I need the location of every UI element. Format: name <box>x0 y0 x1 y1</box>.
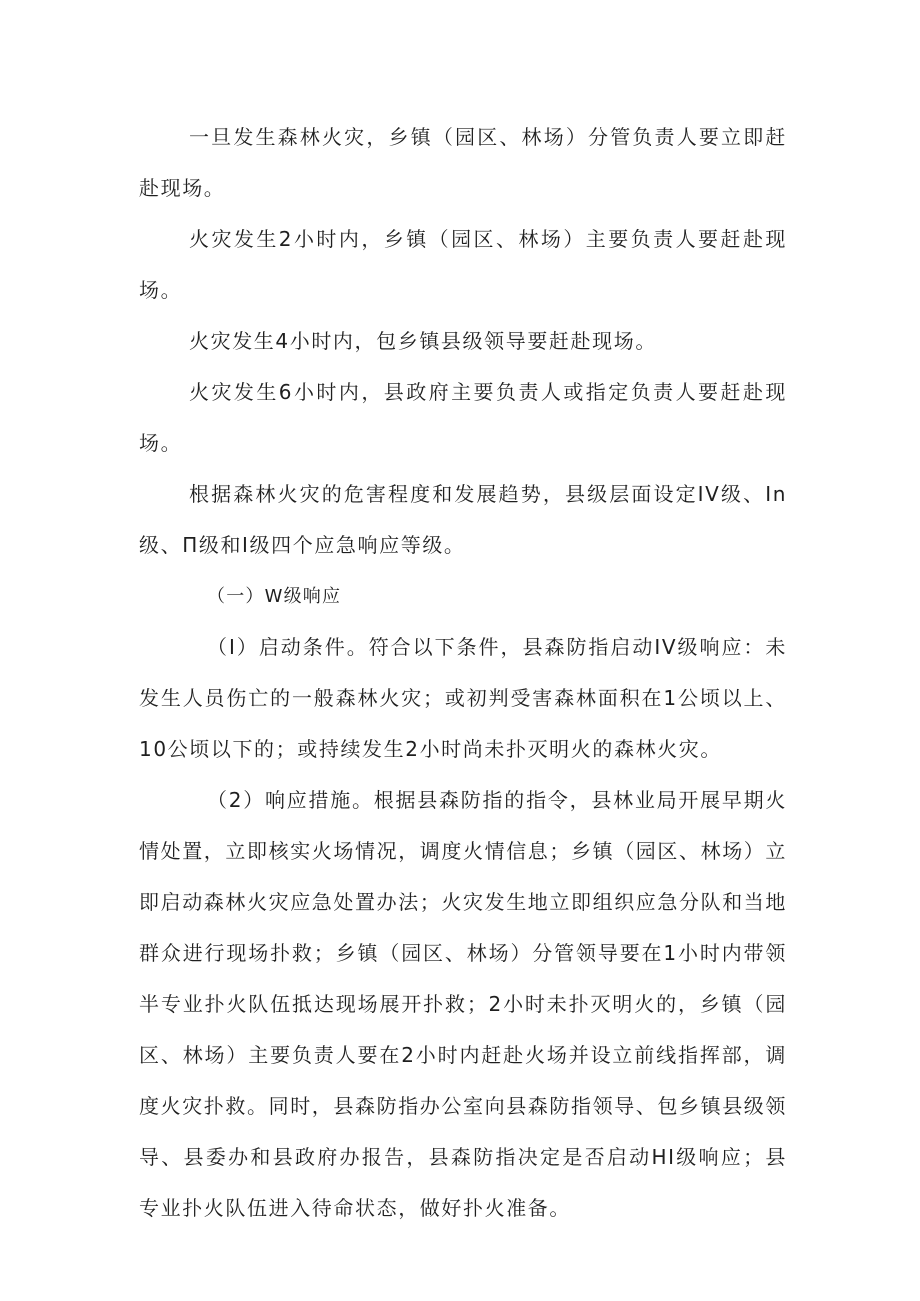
section-heading-level-iv: （一）W级响应 <box>207 586 342 607</box>
document-body <box>139 112 787 1234</box>
paragraph-initial-response: 一旦发生森林火灾，乡镇（园区、林场）分管负责人要立即赶赴现场。 <box>139 125 787 200</box>
paragraph-response-measures: （2）响应措施。根据县森防指的指令，县林业局开展早期火情处置，立即核实火场情况，调度火情信息；乡镇（园区、林场）立即启动森林火灾应急处置办法；火灾发生地立即组织应急分队和当地群众进行现场扑救；乡镇（园区、林场）分管领导要在1小时内带领半专业扑火队伍抵达现场展开扑救；2小时未扑灭明火的，乡镇（园区、林场）主要负责人要在2小时内赶赴火场并设立前线指挥部，调度火灾扑救。同时，县森防指办公室向县森防指领导、包乡镇县级领导、县委办和县政府办报告，县森防指决定是否启动HI级响应；县专业扑火队伍进入待命状态，做好扑火准备。 <box>139 788 787 1220</box>
paragraph-2-hour-response: 火灾发生2小时内，乡镇（园区、林场）主要负责人要赶赴现场。 <box>139 227 787 302</box>
paragraph-6-hour-response: 火灾发生6小时内，县政府主要负责人或指定负责人要赶赴现场。 <box>139 380 787 455</box>
paragraph-start-conditions: （I）启动条件。符合以下条件，县森防指启动IV级响应：未发生人员伤亡的一般森林火灾；或初判受害森林面积在1公顷以上、10公顷以下的；或持续发生2小时尚未扑灭明火的森林火灾。 <box>139 635 787 761</box>
paragraph-4-hour-response: 火灾发生4小时内，包乡镇县级领导要赶赴现场。 <box>189 329 657 353</box>
paragraph-response-levels: 根据森林火灾的危害程度和发展趋势，县级层面设定IV级、In级、Π级和Ⅰ级四个应急响应等级。 <box>139 482 787 557</box>
